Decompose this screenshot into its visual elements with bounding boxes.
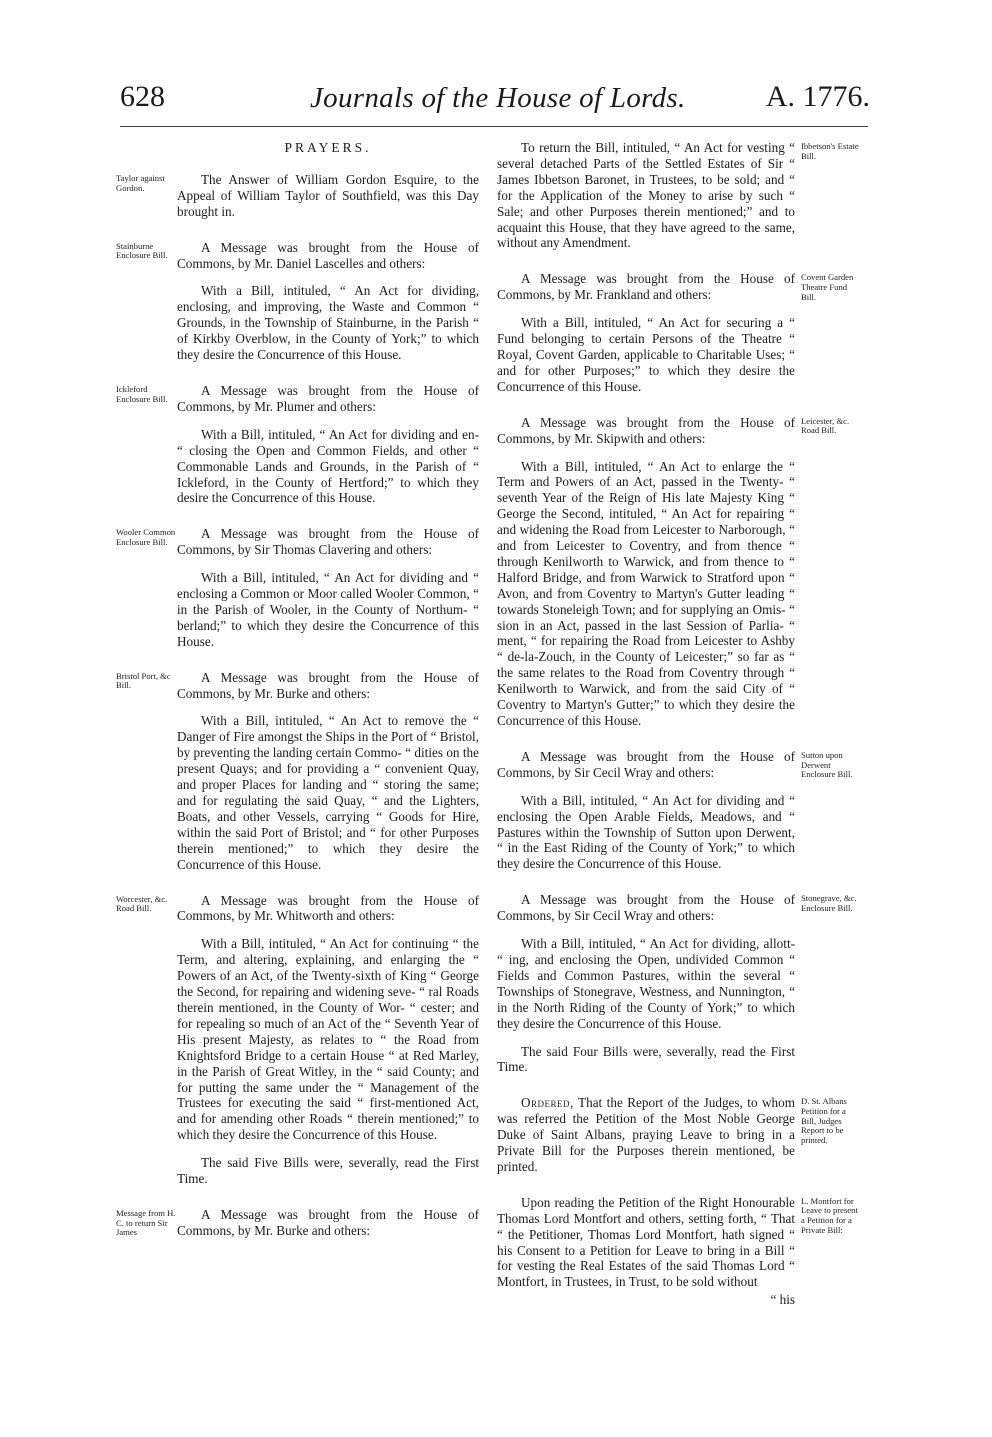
entry-text: A Message was brought from the House of Commons, by Mr. Frankland and others: [497,271,795,303]
margin-note: Stainburne Enclosure Bill. [116,240,168,261]
entry-text: A Message was brought from the House of Commons, by Mr. Skipwith and others: [497,414,795,446]
margin-note: Wooler Common Enclosure Bill. [116,527,176,547]
entry-text: A Message was brought from the House of Commons, by Sir Thomas Clavering and others: [177,526,479,558]
margin-note: Ickleford Enclosure Bill. [116,383,168,404]
margin-note: Worcester, &c. Road Bill. [116,893,168,914]
margin-note: Stonegrave, &c. Enclosure Bill. [801,893,857,913]
entry-text: With a Bill, intituled, “ An Act for dividing, allott- “ ing, and enclosing the Open, undivided Common “ Fields and Common Pastures, within the several “ Townships of Stonegrave, Westness, and Nunnington, “ in the North Riding of the County of York;” to which they desire the Concurrence of this House. [497,936,795,1031]
entry-text: The said Five Bills were, severally, read the First Time. [177,1155,479,1187]
margin-note: Ibbetson's Estate Bill. [801,141,859,161]
entry-ickleford [116,382,479,506]
page-number: 628 [120,80,165,113]
entry-text: With a Bill, intituled, “ An Act for dividing and “ enclosing a Common or Moor called Wooler Common, “ in the Parish of Wooler, in the County of Northum- “ berland;” to which they desire the Concurrence of this House. [177,570,479,649]
left-column [116,140,479,1259]
entry-text: A Message was brought from the House of Commons, by Mr. Burke and others: [177,1206,479,1238]
entry-text: To return the Bill, intituled, “ An Act for vesting “ several detached Parts of the Settled Estates of Sir “ James Ibbetson Baronet, in Trustees, to be sold; and “ for the Application of the Money to arise by such “ Sale; and other Purposes therein mentioned;” and to acquaint this House, that they have agreed to the same, without any Amendment. [497,140,795,251]
margin-note: Bristol Port, &c Bill. [116,670,171,691]
page-year: A. 1776. [765,80,870,113]
entry-text: With a Bill, intituled, “ An Act to remove the “ Danger of Fire amongst the Ships in the Port of “ Bristol, by preventing the landing certain Commo- “ dities on the present Quays; and for providing a “ convenient Quay, and proper Places for landing and “ storing the same; and for regulating the said Quay, “ and the Lighters, Boats, and other Vessels, carrying “ Goods for Hire, within the said Port of Bristol; and “ for other Purposes therein mentioned;” to which they desire the Concurrence of this House. [177,713,479,872]
entry-text: A Message was brought from the House of Commons, by Sir Cecil Wray and others: [497,748,795,780]
entry-montfort [497,1194,858,1308]
entry-stonegrave [497,892,857,1075]
entry-text: Upon reading the Petition of the Right Honourable Thomas Lord Montfort and others, setting forth, “ That “ the Petitioner, Thomas Lord Montfort, hath signed “ his Consent to a Petition for Leave to bring in a Bill “ for vesting the Real Estates of the said Thomas Lord “ Montfort, in Trustees, in Trust, to be sold without [497,1194,795,1290]
entry-text: With a Bill, intituled, “ An Act for dividing, enclosing, and improving, the Waste and Common “ Grounds, in the Township of Stainburne, in the Parish “ of Kirkby Overblow, in the County of York;” to which they desire the Concurrence of this House. [177,283,479,363]
entry-ibbetson [497,140,859,251]
entry-wooler [116,526,479,649]
ordered-text: That the Report of the Judges, to whom was referred the Petition of the Most Noble George Duke of Saint Albans, praying Leave to bring in a Private Bill for the Purposes therein mentioned, be printed. [497,1095,795,1174]
entry-text: With a Bill, intituled, “ An Act to enlarge the “ Term and Powers of an Act, passed in the Twenty- “ seventh Year of the Reign of His late Majesty King “ George the Second, intituled, “ An Act for repairing “ and widening the Road from Leicester to Narborough, “ and from Leicester to Coventry, and from thence “ through Kenilworth to Warwick, and from thence to “ Halford Bridge, and from Warwick to Stratford upon “ Avon, and from Coventry to Martyn's Gutter leading “ towards Stoneleigh Town; and for supplying an Omis- “ sion in an Act, passed in the last Session of Parlia- “ ment, “ for repairing the Road from Leicester to Ashby “ de-la-Zouch, in the County of Leicester;” so far as “ the same relates to the Road from Coventry through “ Kenilworth to Warwick, and from the said City of “ Coventry to Martyn's Gutter;” to which they desire the Concurrence of this House. [497,458,795,728]
page-header [120,80,870,126]
entry-text: A Message was brought from the House of Commons, by Mr. Daniel Lascelles and others: [177,239,479,271]
entry-text: The Answer of William Gordon Esquire, to the Appeal of William Taylor of Southfield, was this Day brought in. [177,171,479,219]
header-rule [120,126,868,127]
entry-text: The said Four Bills were, severally, read the First Time. [497,1043,795,1075]
journal-title: Journals of the House of Lords. [310,82,686,114]
margin-note: Sutton upon Derwent Enclosure Bill. [801,749,853,780]
margin-note: Covent Garden Theatre Fund Bill. [801,272,854,302]
entry-text: With a Bill, intituled, “ An Act for dividing and en- “ closing the Open and Common Fields, and other “ Commonable Lands and Grounds, in the Parish of “ Ickleford, in the County of Hertford;” to which they desire the Concurrence of this House. [177,426,479,506]
entry-message-ibbetson [116,1206,479,1239]
ordered-lead: Ordered, [521,1095,574,1111]
entry-text: With a Bill, intituled, “ An Act for securing a “ Fund belonging to certain Persons of the Theatre “ Royal, Covent Garden, applicable to Charitable Uses; “ and for other Purposes;” to which they desire the Concurrence of this House. [497,315,795,394]
entry-text [497,1095,795,1175]
entry-worcester [116,892,479,1187]
entry-leicester [497,414,850,729]
entry-text: With a Bill, intituled, “ An Act for continuing “ the Term, and altering, explaining, and enlarging the “ Powers of an Act, of the Twenty-sixth of King “ George the Second, for repairing and widening seve- “ ral Roads therein mentioned, in the County of Wor- “ cester; and for repealing so much of an Act of the “ Seventh Year of His present Majesty, as relates to “ the Road from Knightsford Bridge to a certain House “ at Red Marley, in the Parish of Great Witley, in the “ said County; and for putting the same under the “ Management of the Trustees for executing the said “ first-mentioned Act, and for amending other Roads “ therein mentioned;” to which they desire the Concurrence of this House. [177,936,479,1143]
entry-text: With a Bill, intituled, “ An Act for dividing and “ enclosing the Open Arable Fields, Meadows, and “ Pastures within the Township of Sutton upon Derwent, “ in the East Riding of the County of York;” to which they desire the Concurrence of this House. [497,792,795,872]
margin-note: D. St. Albans Petition for a Bill, Judges Report to be printed. [801,1096,847,1145]
entry-taylor-gordon [116,171,479,220]
entry-text: A Message was brought from the House of Commons, by Mr. Plumer and others: [177,382,479,414]
right-column [497,140,859,1328]
entry-text: A Message was brought from the House of Commons, by Mr. Burke and others: [177,669,479,701]
margin-note: Leicester, &c. Road Bill. [801,415,850,436]
margin-note: Message from H. C. to return Sir James [116,1207,176,1238]
entry-sutton [497,748,853,872]
entry-text: A Message was brought from the House of Commons, by Mr. Whitworth and others: [177,892,479,924]
margin-note: L. Montfort for Leave to present a Petition for a Private Bill: [801,1195,858,1235]
entry-stainburne [116,239,479,363]
entry-st-albans [497,1095,847,1175]
entry-covent-garden [497,271,854,394]
entry-bristol [116,669,479,873]
margin-note: Taylor against Gordon. [116,172,165,193]
entry-text: A Message was brought from the House of Commons, by Sir Cecil Wray and others: [497,892,795,924]
catchword: “ his [770,1292,795,1308]
section-heading: PRAYERS. [284,140,372,155]
